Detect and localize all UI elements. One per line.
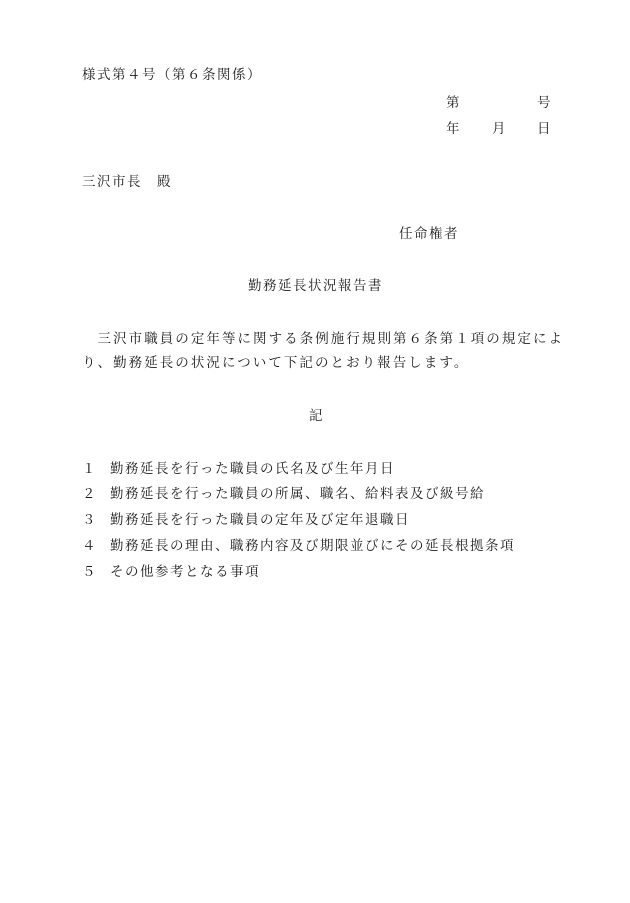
list-item-number: ５ [82, 564, 97, 580]
document-number-prefix: 第 [446, 95, 461, 111]
list-item-text: 勤務延長を行った職員の氏名及び生年月日 [110, 461, 395, 477]
document-number-suffix: 号 [537, 95, 552, 111]
list-item-number: ３ [82, 512, 97, 528]
list-item [82, 485, 485, 503]
body-text-line-1: 三沢市職員の定年等に関する条例施行規則第６条第１項の規定によ [82, 331, 565, 347]
note-heading: 記 [309, 408, 324, 424]
document-title: 勤務延長状況報告書 [248, 278, 383, 294]
list-item-number: ２ [82, 486, 97, 502]
list-item [82, 563, 260, 581]
list-item-text: 勤務延長の理由、職務内容及び期限並びにその延長根拠条項 [110, 538, 515, 554]
list-item [82, 460, 395, 478]
date-day-label: 日 [537, 121, 552, 137]
list-item-number: ４ [82, 538, 97, 554]
list-item [82, 537, 515, 555]
form-number: 様式第４号（第６条関係） [82, 67, 262, 83]
date-year-label: 年 [446, 121, 461, 137]
list-item-text: 勤務延長を行った職員の定年及び定年退職日 [110, 512, 410, 528]
list-item [82, 511, 410, 529]
addressee: 三沢市長 殿 [82, 174, 172, 190]
list-item-number: １ [82, 461, 97, 477]
list-item-text: 勤務延長を行った職員の所属、職名、給料表及び級号給 [110, 486, 485, 502]
date-month-label: 月 [492, 121, 507, 137]
body-text-line-2: り、勤務延長の状況について下記のとおり報告します。 [82, 355, 470, 371]
sender: 任命権者 [399, 226, 459, 242]
list-item-text: その他参考となる事項 [110, 564, 260, 580]
